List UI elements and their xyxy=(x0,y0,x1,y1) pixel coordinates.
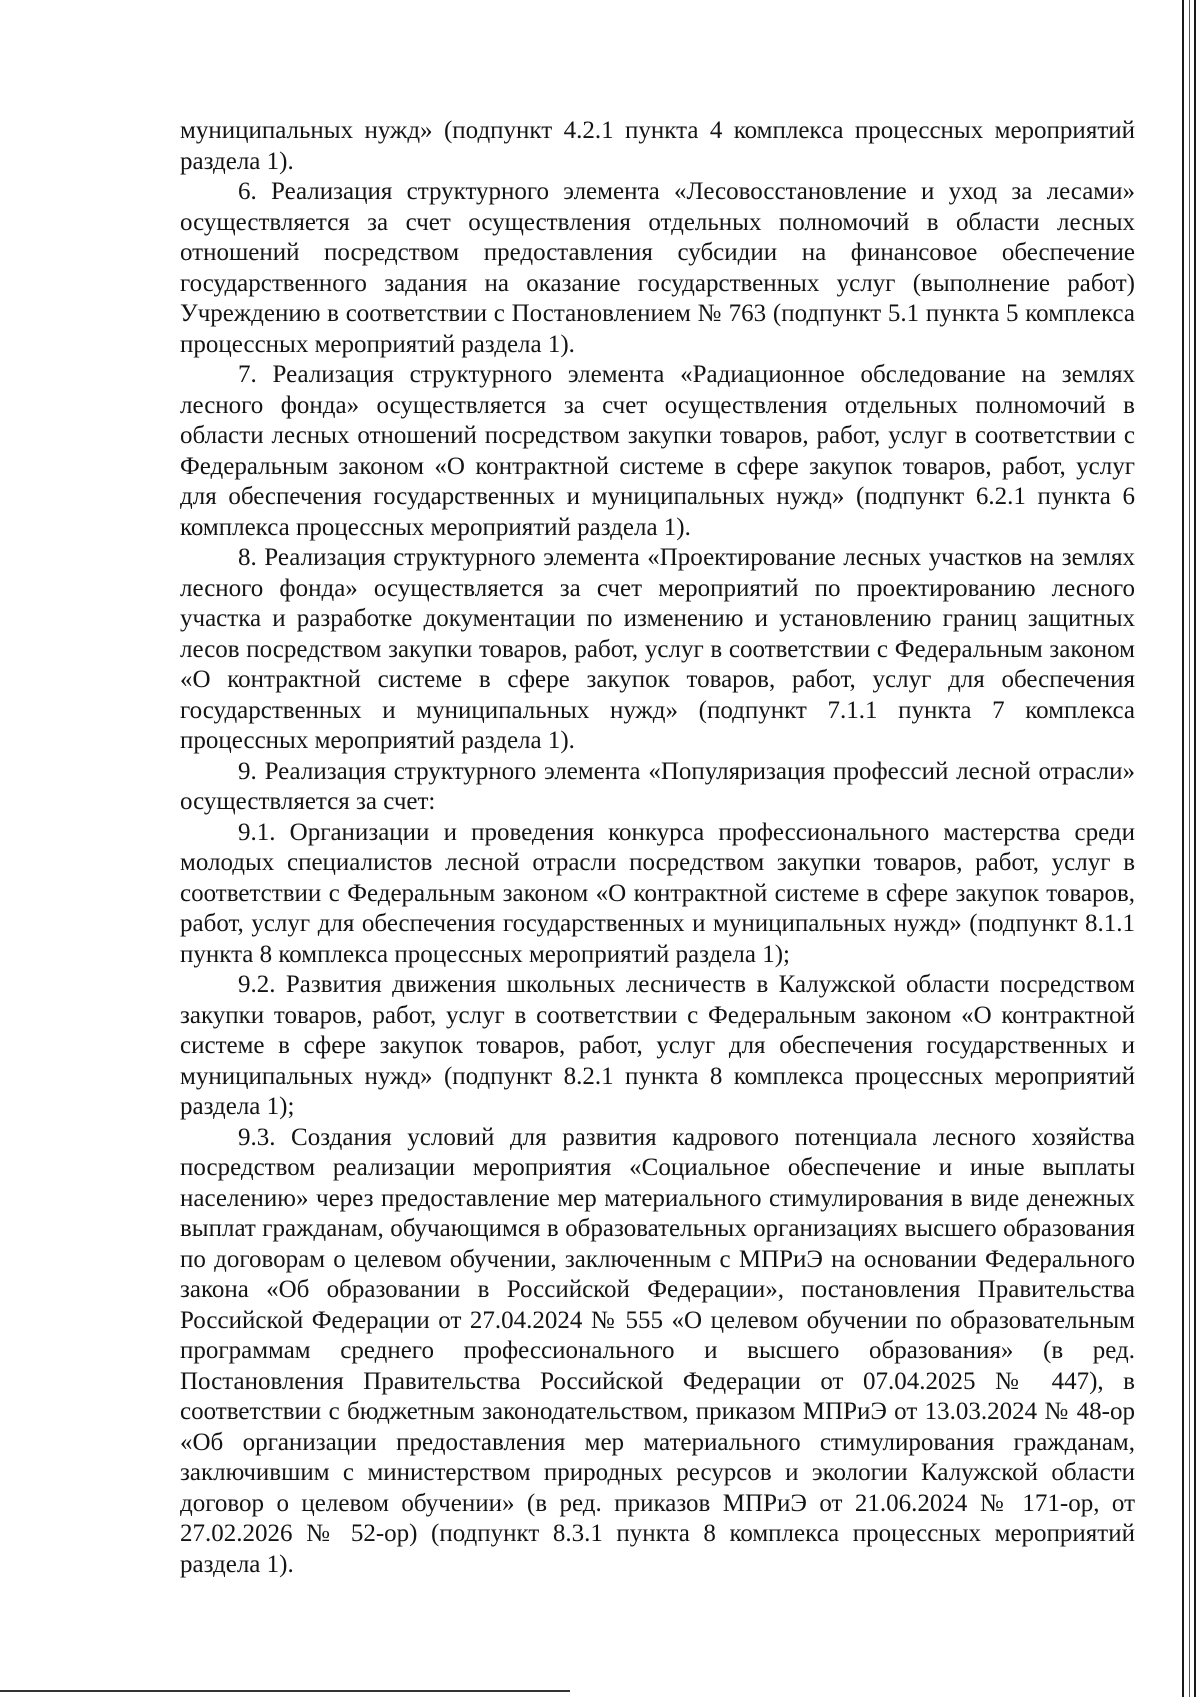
paragraph-9: 9. Реализация структурного элемента «Популяризация профессий лесной отрасли» осуществляется за счет: xyxy=(180,757,1135,815)
paragraph-7: 7. Реализация структурного элемента «Радиационное обследование на землях лесного фонда» осуществляется за счет осуществления отдельных полномочий в области лесных отношений посредством закупки товаров, работ, услуг в соответствии с Федеральным законом «О контрактной системе в сфере закупок товаров, работ, услуг для обеспечения государственных и муниципальных нужд» (подпункт 6.2.1 пункта 6 комплекса процессных мероприятий раздела 1). xyxy=(180,361,1135,541)
scan-edge-line xyxy=(1182,0,1184,1697)
document-body xyxy=(180,116,1135,1580)
paragraph-9-2: 9.2. Развития движения школьных лесничеств в Калужской области посредством закупки товаров, работ, услуг в соответствии с Федеральным законом «О контрактной системе в сфере закупок товаров, работ, услуг для обеспечения государственных и муниципальных нужд» (подпункт 8.2.1 пункта 8 комплекса процессных мероприятий раздела 1); xyxy=(180,971,1135,1120)
scan-edge-line xyxy=(1189,0,1190,1697)
paragraph-8: 8. Реализация структурного элемента «Проектирование лесных участков на землях лесного фонда» осуществляется за счет мероприятий по проектированию лесного участка и разработке документации по изменению и установлению границ защитных лесов посредством закупки товаров, работ, услуг в соответствии с Федеральным законом «О контрактной системе в сфере закупок товаров, работ, услуг для обеспечения государственных и муниципальных нужд» (подпункт 7.1.1 пункта 7 комплекса процессных мероприятий раздела 1). xyxy=(180,544,1135,754)
paragraph-6: 6. Реализация структурного элемента «Лесовосстановление и уход за лесами» осуществляется за счет осуществления отдельных полномочий в области лесных отношений посредством предоставления субсидии на финансовое обеспечение государственного задания на оказание государственных услуг (выполнение работ) Учреждению в соответствии с Постановлением № 763 (подпункт 5.1 пункта 5 комплекса процессных мероприятий раздела 1). xyxy=(180,178,1135,358)
scan-bottom-line xyxy=(0,1690,570,1692)
paragraph-9-1: 9.1. Организации и проведения конкурса профессионального мастерства среди молодых специалистов лесной отрасли посредством закупки товаров, работ, услуг в соответствии с Федеральным законом «О контрактной системе в сфере закупок товаров, работ, услуг для обеспечения государственных и муниципальных нужд» (подпункт 8.1.1 пункта 8 комплекса процессных мероприятий раздела 1); xyxy=(180,818,1135,968)
paragraph-9-3: 9.3. Создания условий для развития кадрового потенциала лесного хозяйства посредством реализации мероприятия «Социальное обеспечение и иные выплаты населению» через предоставление мер материального стимулирования в виде денежных выплат гражданам, обучающимся в образовательных организациях высшего образования по договорам о целевом обучении, заключенным с МПРиЭ на основании Федерального закона «Об образовании в Российской Федерации», постановления Правительства Российской Федерации от 27.04.2024 № 555 «О целевом обучении по образовательным программам среднего профессионального и высшего образования» (в ред. Постановления Правительства Российской Федерации от 07.04.2025 № 447), в соответствии с бюджетным законодательством, приказом МПРиЭ от 13.03.2024 № 48-ор «Об организации предоставления мер материального стимулирования гражданам, заключившим с министерством природных ресурсов и экологии Калужской области договор о целевом обучении» (в ред. приказов МПРиЭ от 21.06.2024 № 171-ор, от 27.02.2026 № 52-ор) (подпункт 8.3.1 пункта 8 комплекса процессных мероприятий раздела 1). xyxy=(180,1123,1135,1578)
scan-edge-line xyxy=(1194,0,1196,1697)
paragraph-continuation: муниципальных нужд» (подпункт 4.2.1 пункта 4 комплекса процессных мероприятий раздела 1). xyxy=(180,117,1135,175)
